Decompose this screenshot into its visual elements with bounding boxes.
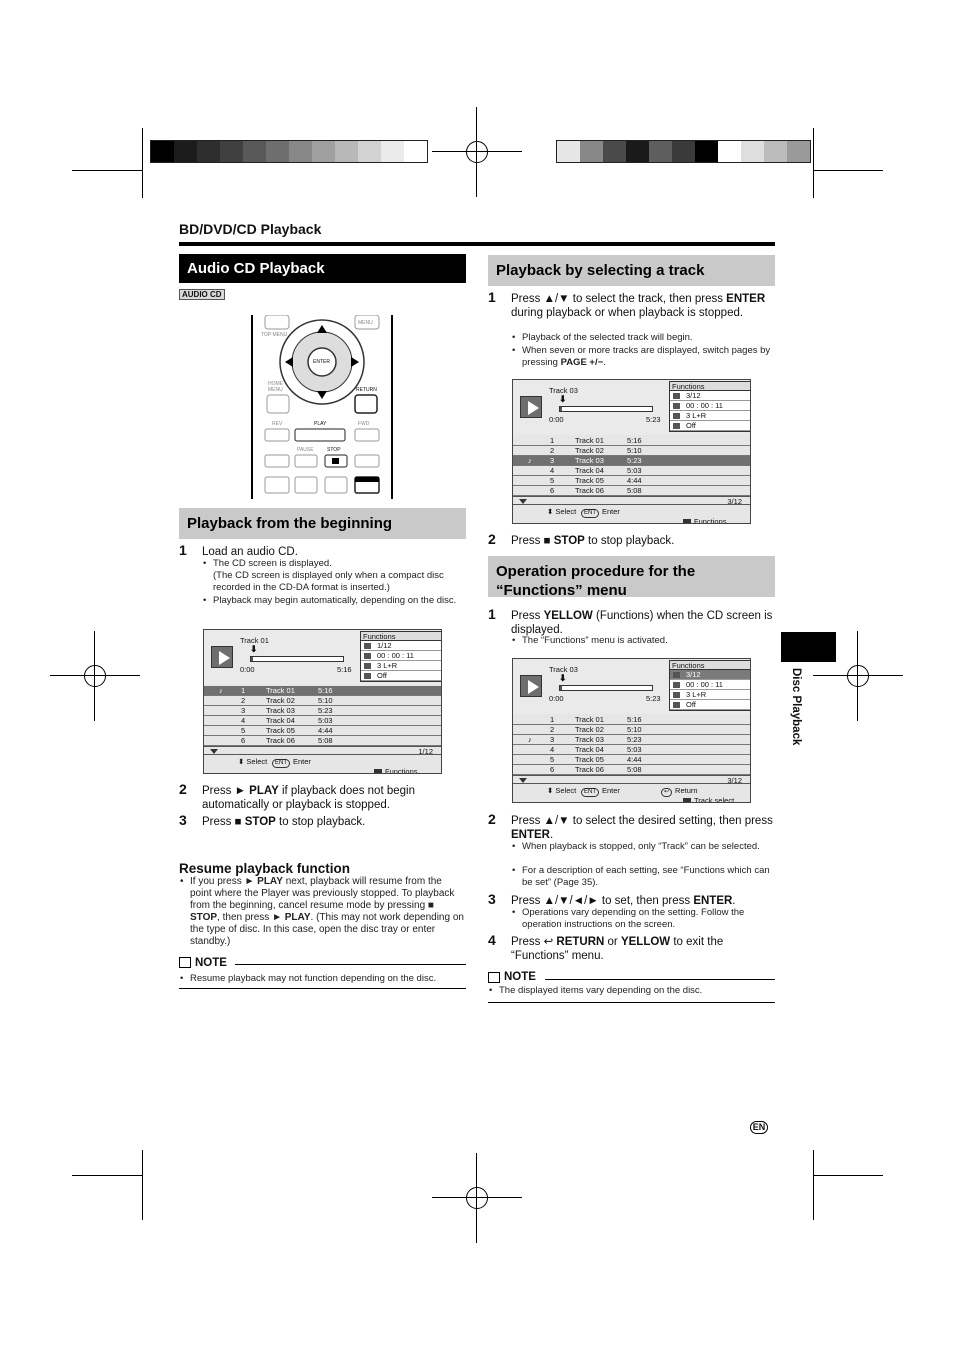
track-number: 2 (241, 696, 246, 705)
total-time: 5:23 (646, 694, 661, 703)
function-value: 3 L+R (686, 690, 707, 699)
help-select: ⬍ Select (547, 786, 577, 795)
track-time: 5:16 (318, 686, 333, 695)
track-time: 5:03 (627, 745, 642, 754)
track-name: Track 05 (575, 476, 604, 485)
registration-crosshair (432, 1153, 522, 1243)
track-name: Track 04 (575, 466, 604, 475)
note-text: • The displayed items vary depending on the disc. (499, 985, 775, 997)
step-text: Press ↩ RETURN or YELLOW to exit the “Functions” menu. (511, 936, 724, 962)
pager (204, 746, 442, 755)
track-row[interactable] (204, 686, 442, 696)
track-time: 5:10 (627, 446, 642, 455)
progress-bar (250, 656, 344, 662)
functions-header: Functions (670, 661, 750, 670)
enter-key-icon: ENT (581, 509, 599, 518)
color-swatch (289, 141, 312, 162)
page-down-icon (519, 499, 527, 504)
track-row[interactable] (513, 725, 751, 735)
functions-header: Functions (670, 382, 750, 391)
help-select: ⬍ Select (238, 757, 268, 766)
color-swatch (741, 141, 764, 162)
remote-return-label: RETURN (356, 387, 377, 393)
bullet-text: • Playback of the selected track will begin. (522, 332, 772, 344)
track-row[interactable] (204, 736, 442, 746)
track-name: Track 06 (575, 765, 604, 774)
track-row[interactable] (513, 436, 751, 446)
color-swatch (580, 141, 603, 162)
help-bottom: Functions (683, 517, 727, 524)
track-name: Track 03 (575, 456, 604, 465)
language-badge: EN (750, 1121, 768, 1134)
function-icon (673, 423, 680, 429)
color-swatch (358, 141, 381, 162)
color-calibration-bar-left (150, 140, 428, 163)
remote-home-menu-label: HOME MENU (268, 381, 283, 393)
color-swatch (626, 141, 649, 162)
function-value: 00 : 00 : 11 (377, 651, 414, 660)
step-number: 2 (488, 531, 496, 547)
track-number: 4 (550, 745, 555, 754)
color-swatch (672, 141, 695, 162)
note-playing-icon: ♪ (528, 456, 532, 465)
function-row[interactable] (670, 680, 750, 690)
track-row[interactable] (204, 726, 442, 736)
color-swatch (151, 141, 174, 162)
crop-mark (72, 170, 142, 171)
function-icon (673, 393, 680, 399)
function-row[interactable] (670, 401, 750, 411)
track-number: 5 (550, 476, 555, 485)
remote-rev-label: REV (272, 421, 283, 427)
cd-screen-display (512, 379, 751, 524)
function-icon (364, 653, 371, 659)
help-select: ⬍ Select (547, 507, 577, 516)
current-track-label: Track 01 (240, 636, 269, 645)
function-icon (673, 692, 680, 698)
function-value: 3 L+R (377, 661, 398, 670)
note-rule (179, 988, 466, 989)
track-number: 3 (241, 706, 246, 715)
crop-mark (813, 128, 814, 198)
pager (513, 775, 751, 784)
track-time: 4:44 (627, 476, 642, 485)
track-number: 1 (550, 436, 555, 445)
function-row[interactable] (670, 411, 750, 421)
elapsed-time: 0:00 (549, 694, 564, 703)
track-name: Track 04 (575, 745, 604, 754)
color-swatch (335, 141, 358, 162)
track-row[interactable] (204, 696, 442, 706)
color-swatch (603, 141, 626, 162)
function-row[interactable] (361, 651, 441, 661)
function-icon (673, 672, 680, 678)
step-number: 1 (488, 606, 496, 622)
current-track-label: Track 03 (549, 386, 578, 395)
section-title: BD/DVD/CD Playback (179, 221, 322, 237)
step-text: Press ■ STOP to stop playback. (202, 816, 366, 828)
note-label: NOTE (504, 971, 536, 983)
step-number: 1 (179, 542, 187, 558)
track-time: 5:23 (627, 735, 642, 744)
help-enter: ENT Enter (581, 786, 620, 797)
total-time: 5:16 (337, 665, 352, 674)
track-name: Track 01 (575, 715, 604, 724)
function-icon (364, 643, 371, 649)
screen-top-panel (204, 630, 442, 685)
play-icon (211, 646, 233, 668)
color-swatch (718, 141, 741, 162)
functions-header: Functions (361, 632, 441, 641)
track-row[interactable] (513, 755, 751, 765)
track-number: 2 (550, 446, 555, 455)
note-playing-icon: ♪ (219, 686, 223, 695)
function-value: Off (377, 671, 387, 680)
function-value: 00 : 00 : 11 (686, 680, 723, 689)
remote-play-label: PLAY (314, 421, 327, 427)
track-row[interactable] (513, 466, 751, 476)
track-row[interactable] (513, 715, 751, 725)
remote-stop-label: STOP (327, 447, 341, 453)
remote-pause-label: PAUSE (297, 447, 314, 453)
bullet-text: • The “Functions” menu is activated. (522, 635, 772, 647)
track-name: Track 01 (575, 436, 604, 445)
track-row[interactable] (513, 735, 751, 745)
note-rule (488, 1002, 775, 1003)
page-indicator: 3/12 (727, 497, 742, 506)
track-row[interactable] (513, 446, 751, 456)
bullet-text: (The CD screen is displayed only when a compact disc recorded in the CD-DA format is inserted.) (213, 570, 444, 593)
audio-cd-badge: AUDIO CD (179, 289, 225, 300)
track-number: 6 (550, 486, 555, 495)
track-number: 5 (241, 726, 246, 735)
help-bottom: Track select (683, 796, 734, 803)
elapsed-time: 0:00 (240, 665, 255, 674)
down-arrow-icon: ⬇ (559, 394, 567, 404)
track-list (513, 436, 751, 496)
yellow-key-icon (683, 798, 691, 803)
registration-crosshair (432, 107, 522, 197)
resume-heading: Resume playback function (179, 861, 351, 876)
side-tab-label: Disc Playback (790, 668, 802, 746)
track-number: 2 (550, 725, 555, 734)
step-text: Press YELLOW (Functions) when the CD screen is displayed. (511, 610, 773, 636)
help-enter: ENT Enter (272, 757, 311, 768)
track-time: 5:10 (318, 696, 333, 705)
track-name: Track 01 (266, 686, 295, 695)
functions-panel[interactable] (669, 660, 751, 711)
function-row[interactable] (361, 671, 441, 681)
progress-bar (559, 685, 653, 691)
crop-mark (142, 128, 143, 198)
track-time: 5:10 (627, 725, 642, 734)
track-number: 4 (241, 716, 246, 725)
color-swatch (649, 141, 672, 162)
track-number: 3 (550, 735, 555, 744)
color-swatch (695, 141, 718, 162)
page-down-icon (519, 778, 527, 783)
track-time: 5:16 (627, 436, 642, 445)
step-text: Load an audio CD. (202, 546, 298, 558)
step-text: Press ▲/▼/◄/► to set, then press ENTER. (511, 895, 736, 907)
note-icon (488, 972, 500, 983)
function-value: Off (686, 421, 696, 430)
remote-control-illustration (251, 315, 394, 499)
step-number: 2 (179, 781, 187, 797)
yellow-key-icon (683, 519, 691, 524)
bullet-text: • When playback is stopped, only “Track” can be selected. (522, 841, 772, 853)
down-arrow-icon: ⬇ (250, 644, 258, 654)
function-value: 1/12 (377, 641, 392, 650)
down-arrow-icon: ⬇ (559, 673, 567, 683)
color-swatch (381, 141, 404, 162)
pager (513, 496, 751, 505)
track-name: Track 02 (575, 725, 604, 734)
track-list (204, 686, 442, 746)
note-label: NOTE (195, 957, 227, 969)
play-icon (520, 675, 542, 697)
return-key-icon: ↩ (661, 788, 672, 797)
remote-fwd-label: FWD (358, 421, 370, 427)
track-time: 5:16 (627, 715, 642, 724)
track-number: 3 (550, 456, 555, 465)
enter-key-icon: ENT (581, 788, 599, 797)
side-tab-marker (781, 632, 836, 662)
track-row[interactable] (513, 745, 751, 755)
functions-panel[interactable] (669, 381, 751, 432)
page-down-icon (210, 749, 218, 754)
current-track-label: Track 03 (549, 665, 578, 674)
step-number: 3 (488, 891, 496, 907)
track-name: Track 06 (266, 736, 295, 745)
color-swatch (787, 141, 810, 162)
track-row[interactable] (513, 456, 751, 466)
crop-mark (813, 170, 883, 171)
note-rule (235, 964, 466, 965)
track-time: 4:44 (318, 726, 333, 735)
progress-bar (559, 406, 653, 412)
function-icon (673, 682, 680, 688)
crop-mark (813, 1150, 814, 1220)
track-time: 5:03 (627, 466, 642, 475)
track-name: Track 06 (575, 486, 604, 495)
play-icon (520, 396, 542, 418)
function-icon (673, 413, 680, 419)
crop-mark (142, 1150, 143, 1220)
bullet-text: • When seven or more tracks are displayed, switch pages by pressing PAGE +/−. (522, 345, 772, 369)
bullet-text: • Operations vary depending on the setting. Follow the operation instructions on the screen. (522, 907, 772, 931)
playback-from-beginning-heading: Playback from the beginning (179, 508, 466, 539)
track-time: 5:08 (627, 486, 642, 495)
function-value: 3 L+R (686, 411, 707, 420)
cd-screen-functions-display (512, 658, 751, 803)
function-value: Off (686, 700, 696, 709)
track-time: 4:44 (627, 755, 642, 764)
color-calibration-bar-right (556, 140, 811, 163)
remote-menu-label: MENU (358, 320, 373, 326)
function-icon (673, 702, 680, 708)
track-time: 5:08 (318, 736, 333, 745)
step-text: Press ▲/▼ to select the track, then press ENTER during playback or when playback is stopped. (511, 293, 766, 319)
page-indicator: 3/12 (727, 776, 742, 785)
note-rule (545, 979, 775, 980)
track-row[interactable] (204, 716, 442, 726)
help-return: ↩ Return (661, 786, 698, 797)
crop-mark (813, 1175, 883, 1176)
track-row[interactable] (513, 765, 751, 775)
track-name: Track 04 (266, 716, 295, 725)
help-bottom: Functions (374, 767, 418, 774)
function-value: 3/12 (686, 670, 701, 679)
track-list (513, 715, 751, 775)
function-icon (364, 663, 371, 669)
track-row[interactable] (513, 476, 751, 486)
total-time: 5:23 (646, 415, 661, 424)
note-text: • Resume playback may not function depending on the disc. (190, 973, 466, 985)
function-row[interactable] (361, 641, 441, 651)
resume-text: • If you press ► PLAY next, playback will resume from the point where the Player was previously stopped. To playback from the beginning, cancel resume mode by pressing ■ STOP, then press ► PLAY. (This may not work depending on the type of disc. In this case, open the disc tray or enter standby.) (190, 876, 464, 948)
remote-top-menu-label: TOP MENU (261, 332, 288, 338)
step-number: 4 (488, 932, 496, 948)
cd-screen-display (203, 629, 442, 774)
step-text: Press ► PLAY if playback does not begin automatically or playback is stopped. (202, 785, 415, 811)
function-value: 3/12 (686, 391, 701, 400)
functions-menu-heading: Operation procedure for the “Functions” menu (488, 556, 775, 597)
enter-key-icon: ENT (272, 759, 290, 768)
color-swatch (220, 141, 243, 162)
help-enter: ENT Enter (581, 507, 620, 518)
bullet-text: • The CD screen is displayed. (213, 558, 463, 570)
track-number: 5 (550, 755, 555, 764)
track-name: Track 02 (266, 696, 295, 705)
track-row[interactable] (204, 706, 442, 716)
track-name: Track 03 (575, 735, 604, 744)
track-number: 4 (550, 466, 555, 475)
track-time: 5:03 (318, 716, 333, 725)
bullet-text: • For a description of each setting, see “Functions which can be set” (Page 35). (522, 865, 772, 889)
note-icon (179, 957, 191, 968)
crop-mark (72, 1175, 142, 1176)
track-number: 1 (550, 715, 555, 724)
color-swatch (266, 141, 289, 162)
screen-top-panel (513, 659, 751, 714)
track-number: 1 (241, 686, 246, 695)
track-row[interactable] (513, 486, 751, 496)
step-text: Press ▲/▼ to select the desired setting, then press ENTER. (511, 815, 773, 841)
bullet-text: • Playback may begin automatically, depending on the disc. (213, 595, 463, 607)
track-name: Track 05 (575, 755, 604, 764)
color-swatch (243, 141, 266, 162)
color-swatch (312, 141, 335, 162)
function-row[interactable] (670, 391, 750, 401)
function-value: 00 : 00 : 11 (686, 401, 723, 410)
function-row[interactable] (670, 421, 750, 431)
function-icon (364, 673, 371, 679)
function-row[interactable] (670, 670, 750, 680)
function-icon (673, 403, 680, 409)
elapsed-time: 0:00 (549, 415, 564, 424)
yellow-key-icon (374, 769, 382, 774)
color-swatch (174, 141, 197, 162)
track-time: 5:23 (627, 456, 642, 465)
functions-panel[interactable] (360, 631, 442, 682)
note-playing-icon: ♪ (528, 735, 532, 744)
screen-top-panel (513, 380, 751, 435)
track-number: 6 (550, 765, 555, 774)
remote-enter-label: ENTER (313, 359, 330, 365)
track-time: 5:08 (627, 765, 642, 774)
track-name: Track 03 (266, 706, 295, 715)
step-number: 2 (488, 811, 496, 827)
color-swatch (404, 141, 427, 162)
step-number: 1 (488, 289, 496, 305)
track-name: Track 02 (575, 446, 604, 455)
function-row[interactable] (670, 690, 750, 700)
track-number: 6 (241, 736, 246, 745)
function-row[interactable] (670, 700, 750, 710)
track-time: 5:23 (318, 706, 333, 715)
section-rule (179, 242, 775, 246)
color-swatch (197, 141, 220, 162)
color-swatch (557, 141, 580, 162)
step-number: 3 (179, 812, 187, 828)
page-indicator: 1/12 (418, 747, 433, 756)
audio-cd-playback-heading: Audio CD Playback (179, 254, 466, 283)
playback-by-selecting-heading: Playback by selecting a track (488, 255, 775, 286)
function-row[interactable] (361, 661, 441, 671)
registration-crosshair (50, 631, 140, 721)
color-swatch (764, 141, 787, 162)
step-text: Press ■ STOP to stop playback. (511, 535, 675, 547)
track-name: Track 05 (266, 726, 295, 735)
